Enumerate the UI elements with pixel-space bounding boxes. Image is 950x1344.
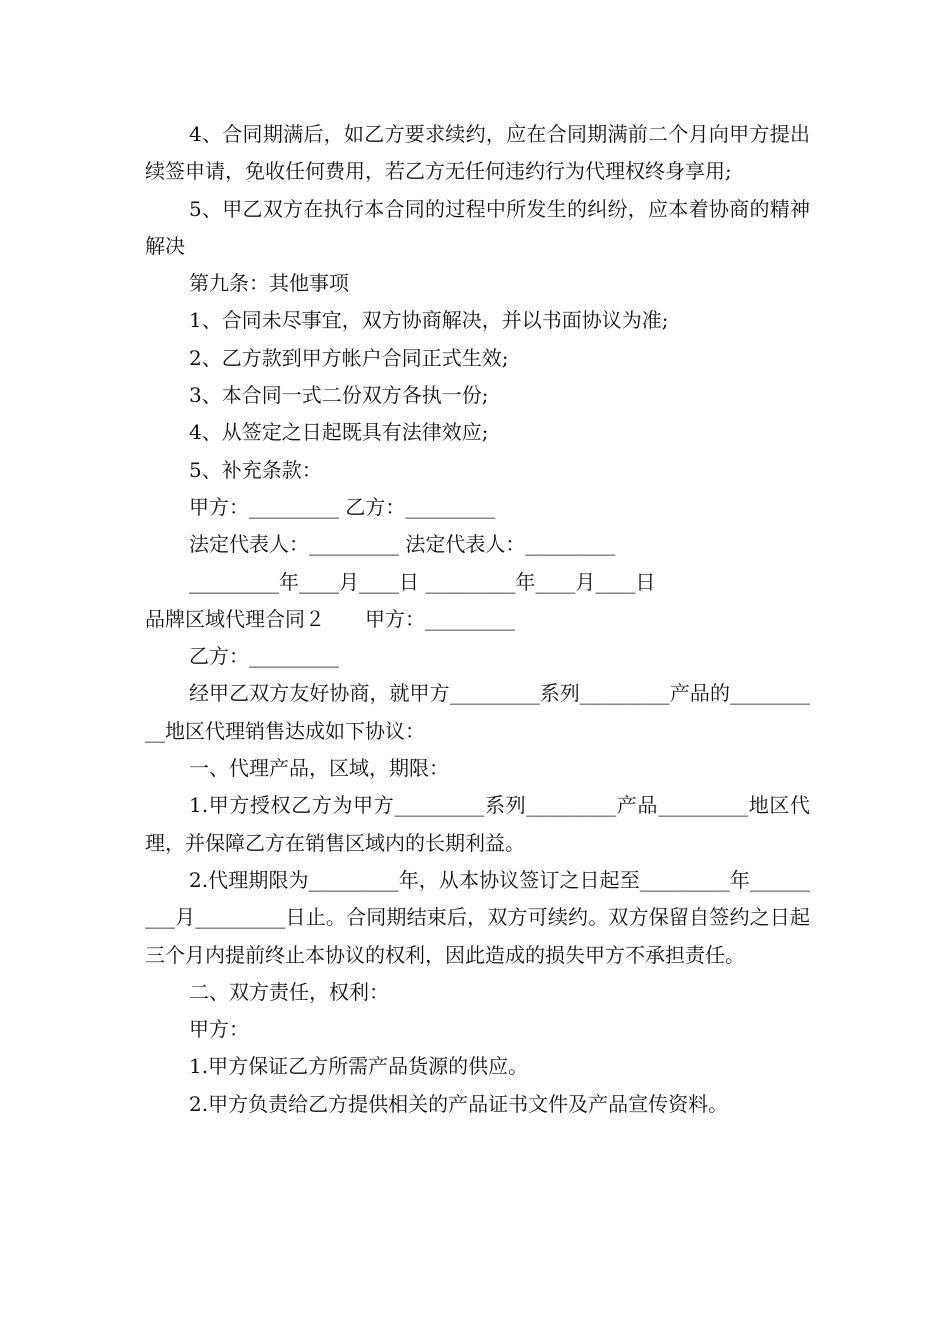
signature-line: 法定代表人：_________ 法定代表人：_________ [189,532,616,557]
paragraph: 4、从签定之日起既具有法律效应; [189,420,489,445]
paragraph: 2.代理期限为_________年，从本协议签订之日起至_________年_________月_________日止。合同期结束后，双方可续约。双方保留自签约之日起三个月内提前终止本协议的权利，因此造成的损失甲方不承担责任。 [145,867,810,967]
document-body [145,116,810,1123]
paragraph: 4、合同期满后，如乙方要求续约，应在合同期满前二个月向甲方提出续签申请，免收任何费用，若乙方无任何违约行为代理权终身享用; [145,122,810,184]
paragraph: 2、乙方款到甲方帐户合同正式生效; [189,345,509,370]
paragraph: 3、本合同一式二份双方各执一份; [189,383,489,408]
section-heading: 二、双方责任，权利： [189,979,389,1004]
paragraph: 1.甲方保证乙方所需产品货源的供应。 [189,1054,529,1079]
signature-line: 乙方：_________ [189,644,339,669]
paragraph: 5、甲乙双方在执行本合同的过程中所发生的纠纷，应本着协商的精神解决 [145,196,810,258]
paragraph: 5、补充条款： [189,457,322,482]
signature-line: 甲方：_________ 乙方：_________ [189,494,496,519]
contract-title-line: 品牌区域代理合同２ 甲方：_________ [145,606,515,631]
section-heading: 一、代理产品，区域，期限： [189,756,449,781]
date-line: _________年____月____日 _________年____月____日 [189,569,656,594]
party-label: 甲方： [189,1017,249,1042]
paragraph: 1.甲方授权乙方为甲方_________系列_________产品_________地区代理，并保障乙方在销售区域内的长期利益。 [145,793,810,855]
paragraph: 经甲乙双方友好协商，就甲方_________系列_________产品的__________地区代理销售达成如下协议： [145,681,810,743]
section-heading: 第九条：其他事项 [189,271,349,296]
paragraph: 2.甲方负责给乙方提供相关的产品证书文件及产品宣传资料。 [189,1091,729,1116]
paragraph: 1、合同未尽事宜，双方协商解决，并以书面协议为准; [189,308,669,333]
